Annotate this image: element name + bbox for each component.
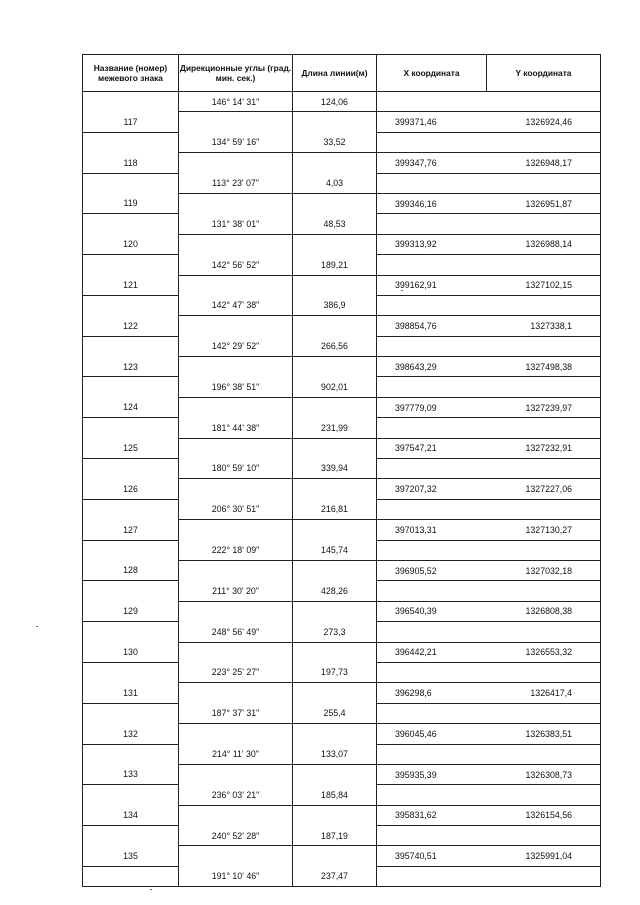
mark-name-cell: 133 (83, 764, 179, 784)
boundary-point-row (83, 357, 601, 377)
x-coordinate-cell (377, 92, 487, 112)
x-coordinate-cell: 399347,76 (395, 157, 437, 168)
bearing-angle-cell: 240° 52' 28" (179, 826, 293, 846)
y-coordinate-cell: 1327227,06 (487, 479, 601, 499)
boundary-line-row (83, 662, 601, 682)
mark-name-cell: 125 (83, 438, 179, 458)
x-coordinate-cell: 395935,39 (395, 769, 437, 780)
line-length-cell (293, 357, 377, 377)
scan-speck (401, 290, 403, 291)
y-coordinate-cell (487, 826, 601, 846)
line-length-cell: 187,19 (293, 826, 377, 846)
line-length-cell (293, 438, 377, 458)
line-length-cell: 48,53 (293, 214, 377, 234)
line-length-cell: 428,26 (293, 581, 377, 601)
bearing-angle-cell: 113° 23' 07" (179, 173, 293, 193)
boundary-line-row (83, 785, 601, 805)
x-coordinate-cell: 399371,46 (395, 117, 437, 128)
y-coordinate-cell (487, 377, 601, 397)
y-coordinate-cell: 1326417,4 (487, 683, 601, 703)
line-length-cell: 231,99 (293, 418, 377, 438)
y-coordinate-cell (487, 418, 601, 438)
line-length-cell: 266,56 (293, 336, 377, 356)
x-coordinate-cell: 399162,91 (395, 280, 437, 291)
bearing-angle-cell: 196° 38' 51" (179, 377, 293, 397)
x-coordinate-cell (377, 703, 487, 723)
x-coordinate-cell: 396045,46 (395, 728, 437, 739)
line-length-cell (293, 805, 377, 825)
y-coordinate-cell: 1327498,38 (487, 357, 601, 377)
bearing-angle-cell (179, 560, 293, 580)
mark-name-cell: 135 (83, 846, 179, 866)
bearing-angle-cell (179, 438, 293, 458)
bearing-angle-cell (179, 601, 293, 621)
y-coordinate-cell (487, 540, 601, 560)
boundary-line-row (83, 255, 601, 275)
y-coordinate-cell (487, 662, 601, 682)
mark-name-cell (83, 377, 179, 397)
line-length-cell: 273,3 (293, 622, 377, 642)
mark-name-cell: 117 (83, 112, 179, 132)
bearing-angle-cell: 187° 37' 31" (179, 703, 293, 723)
x-coordinate-cell: 398643,29 (395, 361, 437, 372)
bearing-angle-cell (179, 275, 293, 295)
line-length-cell (293, 683, 377, 703)
bearing-angle-cell: 181° 44' 38" (179, 418, 293, 438)
x-coordinate-cell (377, 418, 487, 438)
line-length-cell: 902,01 (293, 377, 377, 397)
line-length-cell (293, 316, 377, 336)
y-coordinate-cell: 1327032,18 (487, 560, 601, 580)
boundary-point-row (83, 520, 601, 540)
line-length-cell: 386,9 (293, 295, 377, 315)
line-length-cell: 185,84 (293, 785, 377, 805)
mark-name-cell: 127 (83, 520, 179, 540)
boundary-point-row (83, 397, 601, 417)
mark-name-cell (83, 662, 179, 682)
y-coordinate-cell: 1326553,32 (487, 642, 601, 662)
boundary-point-row (83, 764, 601, 784)
mark-name-cell (83, 92, 179, 112)
line-length-cell (293, 560, 377, 580)
line-length-cell (293, 601, 377, 621)
y-coordinate-cell (487, 581, 601, 601)
header-line-length: Длина линии(м) (293, 55, 377, 92)
boundary-line-row (83, 581, 601, 601)
bearing-angle-cell (179, 479, 293, 499)
x-coordinate-cell (377, 744, 487, 764)
mark-name-cell: 130 (83, 642, 179, 662)
x-coordinate-cell (377, 255, 487, 275)
bearing-angle-cell (179, 642, 293, 662)
y-coordinate-cell: 1326924,46 (487, 112, 601, 132)
boundary-marks-table (82, 54, 601, 887)
mark-name-cell (83, 295, 179, 315)
line-length-cell: 255,4 (293, 703, 377, 723)
x-coordinate-cell (377, 132, 487, 152)
boundary-line-row (83, 744, 601, 764)
scan-speck (150, 889, 152, 890)
x-coordinate-cell: 398854,76 (395, 320, 437, 331)
x-coordinate-cell (377, 459, 487, 479)
boundary-line-row (83, 173, 601, 193)
boundary-line-row (83, 499, 601, 519)
y-coordinate-cell (487, 622, 601, 642)
boundary-point-row (83, 601, 601, 621)
line-length-cell (293, 193, 377, 213)
mark-name-cell (83, 540, 179, 560)
mark-name-cell (83, 826, 179, 846)
bearing-angle-cell (179, 234, 293, 254)
header-bearing-angle: Дирекционные углы (град. мин. сек.) (179, 55, 293, 92)
y-coordinate-cell (487, 132, 601, 152)
x-coordinate-cell: 396298,6 (395, 688, 432, 699)
x-coordinate-cell (377, 214, 487, 234)
boundary-point-row (83, 112, 601, 132)
bearing-angle-cell: 236° 03' 21" (179, 785, 293, 805)
y-coordinate-cell: 1327232,91 (487, 438, 601, 458)
boundary-line-row (83, 132, 601, 152)
mark-name-cell (83, 255, 179, 275)
mark-name-cell: 124 (83, 397, 179, 417)
line-length-cell: 133,07 (293, 744, 377, 764)
line-length-cell (293, 479, 377, 499)
boundary-point-row (83, 438, 601, 458)
boundary-line-row (83, 214, 601, 234)
mark-name-cell (83, 418, 179, 438)
y-coordinate-cell: 1327130,27 (487, 520, 601, 540)
line-length-cell: 4,03 (293, 173, 377, 193)
mark-name-cell (83, 581, 179, 601)
header-row (83, 55, 601, 92)
boundary-line-row (83, 336, 601, 356)
boundary-line-row (83, 459, 601, 479)
x-coordinate-cell (377, 540, 487, 560)
line-length-cell (293, 724, 377, 744)
boundary-line-row (83, 377, 601, 397)
x-coordinate-cell: 399313,92 (395, 239, 437, 250)
x-coordinate-cell (377, 785, 487, 805)
bearing-angle-cell: 142° 29' 52" (179, 336, 293, 356)
mark-name-cell: 121 (83, 275, 179, 295)
boundary-point-row (83, 479, 601, 499)
bearing-angle-cell (179, 805, 293, 825)
header-x-coordinate: X координата (377, 55, 487, 92)
boundary-point-row (83, 642, 601, 662)
line-length-cell (293, 234, 377, 254)
bearing-angle-cell: 134° 59' 16" (179, 132, 293, 152)
x-coordinate-cell (377, 377, 487, 397)
y-coordinate-cell: 1326948,17 (487, 153, 601, 173)
mark-name-cell (83, 459, 179, 479)
header-mark-name: Название (номер) межевого знака (83, 55, 179, 92)
y-coordinate-cell: 1326308,73 (487, 764, 601, 784)
bearing-angle-cell (179, 724, 293, 744)
line-length-cell (293, 764, 377, 784)
mark-name-cell: 126 (83, 479, 179, 499)
bearing-angle-cell: 191° 10' 46" (179, 866, 293, 886)
line-length-cell: 216,81 (293, 499, 377, 519)
y-coordinate-cell (487, 703, 601, 723)
y-coordinate-cell: 1326154,56 (487, 805, 601, 825)
y-coordinate-cell (487, 499, 601, 519)
mark-name-cell: 129 (83, 601, 179, 621)
x-coordinate-cell: 396540,39 (395, 606, 437, 617)
boundary-line-row (83, 866, 601, 886)
scan-speck (36, 626, 38, 627)
boundary-line-row (83, 703, 601, 723)
x-coordinate-cell: 397547,21 (395, 443, 437, 454)
x-coordinate-cell (377, 826, 487, 846)
line-length-cell: 197,73 (293, 662, 377, 682)
mark-name-cell: 119 (83, 193, 179, 213)
mark-name-cell (83, 744, 179, 764)
mark-name-cell: 123 (83, 357, 179, 377)
bearing-angle-cell: 211° 30' 20" (179, 581, 293, 601)
y-coordinate-cell: 1325991,04 (487, 846, 601, 866)
y-coordinate-cell: 1326951,87 (487, 193, 601, 213)
bearing-angle-cell: 206° 30' 51" (179, 499, 293, 519)
bearing-angle-cell: 142° 56' 52" (179, 255, 293, 275)
mark-name-cell (83, 336, 179, 356)
line-length-cell: 339,94 (293, 459, 377, 479)
boundary-point-row (83, 560, 601, 580)
boundary-point-row (83, 193, 601, 213)
y-coordinate-cell (487, 295, 601, 315)
line-length-cell (293, 275, 377, 295)
boundary-coordinates-sheet (82, 54, 600, 887)
mark-name-cell (83, 622, 179, 642)
line-length-cell (293, 642, 377, 662)
y-coordinate-cell (487, 214, 601, 234)
x-coordinate-cell (377, 499, 487, 519)
line-length-cell (293, 846, 377, 866)
y-coordinate-cell (487, 785, 601, 805)
y-coordinate-cell (487, 866, 601, 886)
mark-name-cell (83, 214, 179, 234)
mark-name-cell (83, 132, 179, 152)
line-length-cell: 33,52 (293, 132, 377, 152)
boundary-line-row (83, 622, 601, 642)
bearing-angle-cell: 222° 18' 09" (179, 540, 293, 560)
mark-name-cell: 118 (83, 153, 179, 173)
boundary-line-row (83, 418, 601, 438)
boundary-point-row (83, 275, 601, 295)
boundary-line-row (83, 92, 601, 112)
bearing-angle-cell: 223° 25' 27" (179, 662, 293, 682)
line-length-cell (293, 520, 377, 540)
mark-name-cell: 131 (83, 683, 179, 703)
x-coordinate-cell (377, 581, 487, 601)
bearing-angle-cell: 180° 59' 10" (179, 459, 293, 479)
x-coordinate-cell (377, 662, 487, 682)
y-coordinate-cell: 1326808,38 (487, 601, 601, 621)
bearing-angle-cell: 248° 56' 49" (179, 622, 293, 642)
mark-name-cell: 132 (83, 724, 179, 744)
y-coordinate-cell (487, 744, 601, 764)
x-coordinate-cell (377, 866, 487, 886)
bearing-angle-cell (179, 193, 293, 213)
x-coordinate-cell: 395740,51 (395, 851, 437, 862)
x-coordinate-cell (377, 173, 487, 193)
y-coordinate-cell: 1326383,51 (487, 724, 601, 744)
boundary-line-row (83, 826, 601, 846)
mark-name-cell (83, 785, 179, 805)
x-coordinate-cell: 396905,52 (395, 565, 437, 576)
mark-name-cell (83, 866, 179, 886)
bearing-angle-cell: 131° 38' 01" (179, 214, 293, 234)
y-coordinate-cell: 1326988,14 (487, 234, 601, 254)
bearing-angle-cell (179, 764, 293, 784)
y-coordinate-cell (487, 173, 601, 193)
table-header (83, 55, 601, 92)
line-length-cell: 189,21 (293, 255, 377, 275)
bearing-angle-cell (179, 846, 293, 866)
line-length-cell: 124,06 (293, 92, 377, 112)
x-coordinate-cell: 395831,62 (395, 810, 437, 821)
mark-name-cell (83, 499, 179, 519)
x-coordinate-cell (377, 622, 487, 642)
x-coordinate-cell: 397779,09 (395, 402, 437, 413)
x-coordinate-cell (377, 295, 487, 315)
mark-name-cell: 128 (83, 560, 179, 580)
x-coordinate-cell: 396442,21 (395, 647, 437, 658)
bearing-angle-cell (179, 357, 293, 377)
x-coordinate-cell (377, 336, 487, 356)
y-coordinate-cell (487, 336, 601, 356)
boundary-point-row (83, 805, 601, 825)
x-coordinate-cell: 397207,32 (395, 484, 437, 495)
mark-name-cell (83, 703, 179, 723)
line-length-cell (293, 112, 377, 132)
mark-name-cell: 134 (83, 805, 179, 825)
boundary-line-row (83, 540, 601, 560)
boundary-line-row (83, 295, 601, 315)
bearing-angle-cell (179, 397, 293, 417)
line-length-cell: 237,47 (293, 866, 377, 886)
bearing-angle-cell: 214° 11' 30" (179, 744, 293, 764)
bearing-angle-cell (179, 520, 293, 540)
header-y-coordinate: Y координата (487, 55, 601, 92)
mark-name-cell (83, 173, 179, 193)
y-coordinate-cell: 1327102,15 (487, 275, 601, 295)
line-length-cell: 145,74 (293, 540, 377, 560)
boundary-point-row (83, 846, 601, 866)
y-coordinate-cell (487, 92, 601, 112)
x-coordinate-cell: 399346,16 (395, 198, 437, 209)
y-coordinate-cell: 1327239,97 (487, 397, 601, 417)
bearing-angle-cell: 142° 47' 38" (179, 295, 293, 315)
boundary-point-row (83, 234, 601, 254)
table-body (83, 92, 601, 887)
bearing-angle-cell (179, 112, 293, 132)
boundary-point-row (83, 724, 601, 744)
boundary-point-row (83, 316, 601, 336)
y-coordinate-cell: 1327338,1 (487, 316, 601, 336)
line-length-cell (293, 397, 377, 417)
boundary-point-row (83, 153, 601, 173)
y-coordinate-cell (487, 459, 601, 479)
x-coordinate-cell: 397013,31 (395, 524, 437, 535)
line-length-cell (293, 153, 377, 173)
bearing-angle-cell (179, 153, 293, 173)
mark-name-cell: 122 (83, 316, 179, 336)
boundary-point-row (83, 683, 601, 703)
y-coordinate-cell (487, 255, 601, 275)
bearing-angle-cell (179, 683, 293, 703)
bearing-angle-cell: 146° 14' 31" (179, 92, 293, 112)
mark-name-cell: 120 (83, 234, 179, 254)
bearing-angle-cell (179, 316, 293, 336)
